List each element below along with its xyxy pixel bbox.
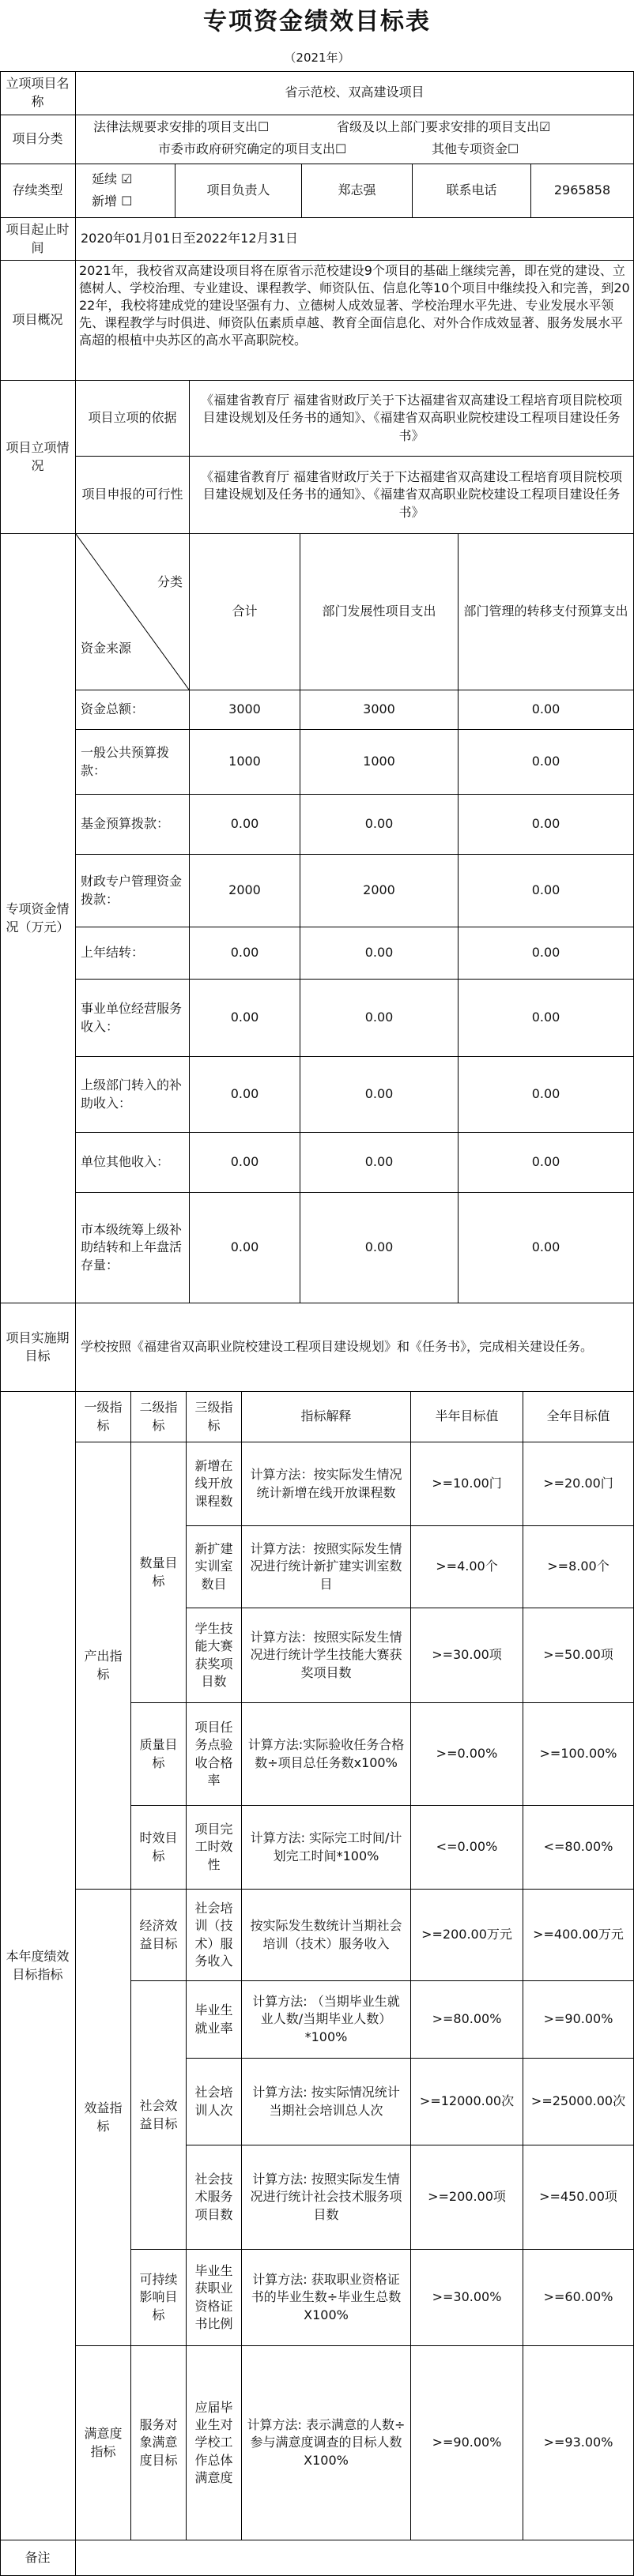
funds-row-transfer: 0.00 (459, 690, 634, 730)
existence-continued-checkbox[interactable]: 延续 ☑ (92, 171, 133, 186)
funds-row-dept: 0.00 (300, 795, 459, 855)
funds-col-dept: 部门发展性项目支出 (300, 534, 459, 690)
indicator-header: 三级指标 (187, 1392, 242, 1442)
funds-row-label: 上年结转： (76, 927, 190, 980)
indicator-half: >=30.00% (411, 2250, 523, 2346)
indicator-desc: 计算方法：按照实际发生情况进行统计学生技能大赛获奖项目数 (242, 1608, 411, 1703)
indicator-l3: 毕业生就业率 (187, 1981, 242, 2059)
phone-label: 联系电话 (413, 164, 531, 218)
phone-value: 2965858 (531, 164, 634, 218)
indicator-half: >=0.00% (411, 1703, 523, 1806)
funds-row-dept: 0.00 (300, 1193, 459, 1303)
funds-row-transfer: 0.00 (459, 1133, 634, 1193)
indicator-full: >=90.00% (523, 1981, 634, 2059)
indicator-full: >=60.00% (523, 2250, 634, 2346)
indicator-l3: 毕业生获职业资格证书比例 (187, 2250, 242, 2346)
approval-feasibility-label: 项目申报的可行性 (76, 457, 190, 534)
funds-row-label: 资金总额： (76, 690, 190, 730)
funds-label: 专项资金情况（万元） (0, 534, 76, 1303)
indicator-l3: 学生技能大赛获奖项目数 (187, 1608, 242, 1703)
level2-timeliness: 时效目标 (131, 1806, 187, 1890)
indicator-full: <=80.00% (523, 1806, 634, 1890)
indicator-half: >=90.00% (411, 2346, 523, 2540)
project-name-label: 立项项目名称 (0, 71, 76, 115)
indicator-full: >=25000.00次 (523, 2059, 634, 2145)
level2-social: 社会效益目标 (131, 1981, 187, 2250)
overview-text: 2021年，我校省双高建设项目将在原省示范校建设9个项目的基础上继续完善，即在党的建设、立德树人、学校治理、专业建设、课程教学、师资队伍、信息化等10个项目中继续投入和完善，到2022年，我校将建成党的建设坚强有力、立德树人成效显著、学校治理水平先进、专业发展水平领先、课程教学与时俱进、师资队伍素质卓越、教育全面信息化、对外合作成效显著、服务发展水平高超的根植中央苏区的高水平高职院校。 (76, 261, 634, 381)
indicator-l3: 新扩建实训室数目 (187, 1526, 242, 1608)
funds-row-total: 0.00 (190, 1133, 300, 1193)
funds-row-total: 0.00 (190, 980, 300, 1057)
indicator-half: >=10.00门 (411, 1442, 523, 1526)
indicator-l3: 应届毕业生对学校工作总体满意度 (187, 2346, 242, 2540)
indicator-desc: 计算方法:实际验收任务合格数÷项目总任务数x100% (242, 1703, 411, 1806)
funds-row-total: 1000 (190, 730, 300, 795)
period-label: 项目起止时间 (0, 218, 76, 261)
corner-diagonal (76, 534, 189, 690)
indicator-half: >=12000.00次 (411, 2059, 523, 2145)
year-label: （2021年） (284, 51, 350, 65)
indicator-half: >=4.00个 (411, 1526, 523, 1608)
indicator-full: >=20.00门 (523, 1442, 634, 1526)
category-option-provincial[interactable]: 省级及以上部门要求安排的项目支出☑ (337, 119, 551, 134)
level2-quality: 质量目标 (131, 1703, 187, 1806)
funds-row-transfer: 0.00 (459, 855, 634, 927)
indicator-header: 指标解释 (242, 1392, 411, 1442)
funds-row-transfer: 0.00 (459, 795, 634, 855)
funds-row-label: 上级部门转入的补助收入： (76, 1057, 190, 1133)
indicator-half: >=30.00项 (411, 1608, 523, 1703)
indicator-desc: 计算方法: 表示满意的人数÷参与满意度调查的目标人数X100% (242, 2346, 411, 2540)
indicator-desc: 计算方法：按实际发生情况统计新增在线开放课程数 (242, 1442, 411, 1526)
funds-row-label: 一般公共预算拨款： (76, 730, 190, 795)
existence-new-checkbox[interactable]: 新增 ☐ (92, 194, 133, 209)
implementation-label: 项目实施期目标 (0, 1303, 76, 1392)
approval-label: 项目立项情况 (0, 381, 76, 534)
level1-satisfaction: 满意度指标 (76, 2346, 131, 2540)
indicator-half: >=200.00项 (411, 2145, 523, 2250)
approval-feasibility-text: 《福建省教育厅 福建省财政厅关于下达福建省双高建设工程培育项目院校项目建设规划及任务书的通知》、《福建省双高职业院校建设工程项目建设任务书》 (190, 457, 634, 534)
funds-row-dept: 3000 (300, 690, 459, 730)
category-option-laws[interactable]: 法律法规要求安排的项目支出☐ (93, 119, 270, 134)
funds-row-label: 财政专户管理资金拨款： (76, 855, 190, 927)
indicator-full: >=100.00% (523, 1703, 634, 1806)
funds-row-dept: 0.00 (300, 1057, 459, 1133)
indicator-desc: 计算方法: 按实际情况统计当期社会培训总人次 (242, 2059, 411, 2145)
indicator-full: >=50.00项 (523, 1608, 634, 1703)
funds-row-total: 0.00 (190, 1193, 300, 1303)
level1-benefit: 效益指标 (76, 1890, 131, 2346)
indicator-l3: 社会培训人次 (187, 2059, 242, 2145)
indicator-l3: 项目完工时效性 (187, 1806, 242, 1890)
funds-row-transfer: 0.00 (459, 980, 634, 1057)
indicator-half: <=0.00% (411, 1806, 523, 1890)
funds-col-total: 合计 (190, 534, 300, 690)
funds-row-label: 市本级统筹上级补助结转和上年盘活存量： (76, 1193, 190, 1303)
indicator-full: >=400.00万元 (523, 1890, 634, 1981)
indicator-desc: 计算方法: 实际完工时间/计划完工时间*100% (242, 1806, 411, 1890)
funds-row-total: 3000 (190, 690, 300, 730)
leader-label: 项目负责人 (175, 164, 302, 218)
level2-satisfaction: 服务对象满意度目标 (131, 2346, 187, 2540)
category-option-municipal[interactable]: 市委市政府研究确定的项目支出☐ (158, 141, 347, 156)
funds-row-total: 0.00 (190, 1057, 300, 1133)
funds-row-total: 0.00 (190, 795, 300, 855)
indicators-label: 本年度绩效目标指标 (0, 1392, 76, 2540)
funds-row-transfer: 0.00 (459, 927, 634, 980)
corner-top-label: 分类 (157, 574, 183, 589)
project-category-label: 项目分类 (0, 115, 76, 164)
level1-output: 产出指标 (76, 1442, 131, 1890)
funds-row-dept: 0.00 (300, 1133, 459, 1193)
performance-table (0, 71, 634, 2576)
indicator-l3: 社会技术服务项目数 (187, 2145, 242, 2250)
funds-row-label: 单位其他收入： (76, 1133, 190, 1193)
approval-basis-text: 《福建省教育厅 福建省财政厅关于下达福建省双高建设工程培育项目院校项目建设规划及任务书的通知》、《福建省双高职业院校建设工程项目建设任务书》 (190, 381, 634, 457)
funds-row-total: 0.00 (190, 927, 300, 980)
overview-label: 项目概况 (0, 261, 76, 381)
implementation-text: 学校按照《福建省双高职业院校建设工程项目建设规划》和《任务书》，完成相关建设任务。 (76, 1303, 634, 1392)
indicator-full: >=450.00项 (523, 2145, 634, 2250)
remarks-label: 备注 (0, 2540, 76, 2576)
indicator-desc: 计算方法: 按照实际发生情况进行统计社会技术服务项目数 (242, 2145, 411, 2250)
funds-row-label: 基金预算拨款： (76, 795, 190, 855)
funds-row-dept: 1000 (300, 730, 459, 795)
funds-row-transfer: 0.00 (459, 730, 634, 795)
indicator-desc: 计算方法：按照实际发生情况进行统计新扩建实训室数目 (242, 1526, 411, 1608)
page-title: 专项资金绩效目标表 (203, 8, 431, 36)
indicator-desc: 计算方法: 获取职业资格证书的毕业生数÷毕业生总数X100% (242, 2250, 411, 2346)
funds-col-transfer: 部门管理的转移支付预算支出 (459, 534, 634, 690)
indicator-full: >=93.00% (523, 2346, 634, 2540)
indicator-l3: 新增在线开放课程数 (187, 1442, 242, 1526)
indicator-header: 二级指标 (131, 1392, 187, 1442)
level2-sustainable: 可持续影响目标 (131, 2250, 187, 2346)
indicator-header: 半年目标值 (411, 1392, 523, 1442)
funds-row-total: 2000 (190, 855, 300, 927)
indicator-header: 全年目标值 (523, 1392, 634, 1442)
indicator-full: >=8.00个 (523, 1526, 634, 1608)
funds-row-dept: 2000 (300, 855, 459, 927)
indicator-half: >=80.00% (411, 1981, 523, 2059)
period-value: 2020年01月01日至2022年12月31日 (76, 218, 634, 261)
indicator-l3: 项目任务点验收合格率 (187, 1703, 242, 1806)
project-category-options (76, 115, 634, 164)
funds-row-dept: 0.00 (300, 980, 459, 1057)
funds-row-transfer: 0.00 (459, 1057, 634, 1133)
leader-value: 郑志强 (302, 164, 413, 218)
funds-corner-cell (76, 534, 190, 690)
funds-row-transfer: 0.00 (459, 1193, 634, 1303)
funds-row-label: 事业单位经营服务收入： (76, 980, 190, 1057)
indicator-header: 一级指标 (76, 1392, 131, 1442)
indicator-desc: 计算方法: （当期毕业生就业人数/当期毕业人数）*100% (242, 1981, 411, 2059)
approval-basis-label: 项目立项的依据 (76, 381, 190, 457)
indicator-l3: 社会培训（技术）服务收入 (187, 1890, 242, 1981)
category-option-other[interactable]: 其他专项资金☐ (432, 141, 519, 156)
level2-quantity: 数量目标 (131, 1442, 187, 1703)
existence-options (76, 164, 175, 218)
indicator-desc: 按实际发生数统计当期社会培训（技术）服务收入 (242, 1890, 411, 1981)
level2-economic: 经济效益目标 (131, 1890, 187, 1981)
project-name-value: 省示范校、双高建设项目 (76, 71, 634, 115)
corner-bottom-label: 资金来源 (81, 641, 132, 656)
existence-label: 存续类型 (0, 164, 76, 218)
funds-row-dept: 0.00 (300, 927, 459, 980)
remarks-value (76, 2540, 634, 2576)
indicator-half: >=200.00万元 (411, 1890, 523, 1981)
